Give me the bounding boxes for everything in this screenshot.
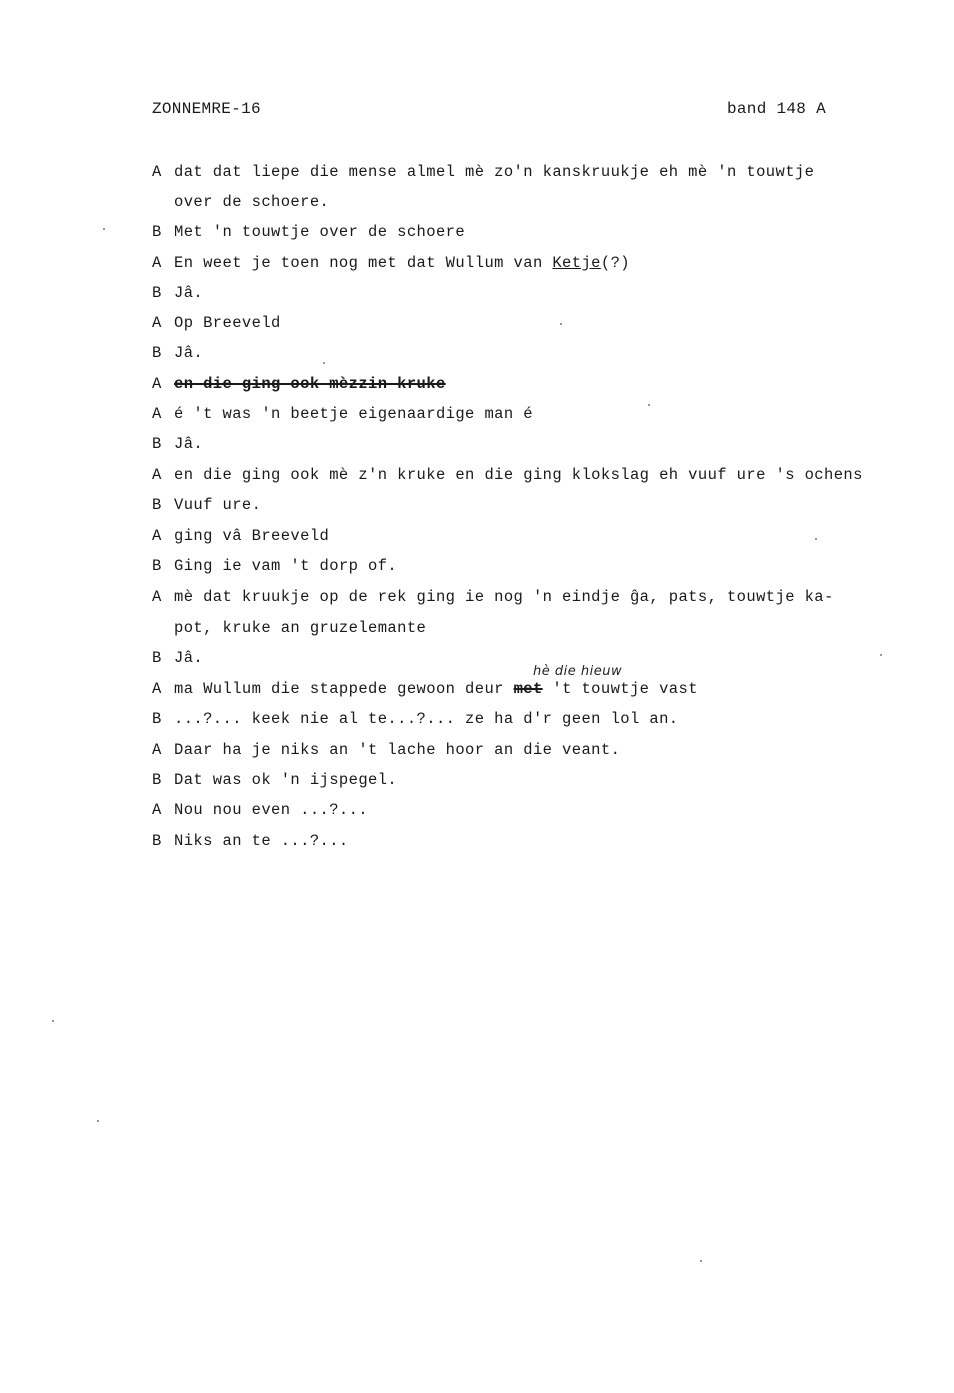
transcript-line — [152, 770, 397, 790]
page-header-left: ZONNEMRE-16 — [152, 100, 261, 118]
speaker-label: B — [152, 832, 162, 850]
utterance-text: mè dat kruukje op de rek ging ie nog 'n eindje ĝa, pats, touwtje ka- — [174, 588, 834, 606]
speaker-label: A — [152, 741, 162, 759]
transcript-line — [152, 313, 281, 333]
utterance-text: Dat was ok 'n ijspegel. — [174, 771, 398, 789]
utterance-text: dat dat liepe die mense almel mè zo'n kanskruukje eh mè 'n touwtje — [174, 163, 815, 181]
transcript-line — [152, 831, 349, 851]
speaker-label: B — [152, 771, 162, 789]
speaker-label: B — [152, 649, 162, 667]
utterance-text: ma Wullum die stappede gewoon deur — [174, 680, 514, 698]
speaker-label: A — [152, 588, 162, 606]
struck-out-text: en die ging ook mèzzin kruke — [174, 375, 446, 393]
utterance-text: Jâ. — [174, 435, 204, 453]
speaker-label: A — [152, 163, 162, 181]
utterance-text: ...?... keek nie al te...?... ze ha d'r geen lol an. — [174, 710, 679, 728]
scan-speck — [648, 404, 650, 406]
speaker-label: A — [152, 801, 162, 819]
transcript-line — [152, 800, 368, 820]
transcript-line — [152, 556, 397, 576]
scan-speck — [560, 323, 562, 325]
utterance-text: Jâ. — [174, 344, 204, 362]
transcript-line — [152, 526, 329, 546]
scan-speck — [815, 538, 817, 540]
transcript-line — [152, 222, 465, 242]
transcript-continuation: over de schoere. — [174, 193, 330, 211]
speaker-label: A — [152, 527, 162, 545]
transcript-line — [152, 709, 678, 729]
utterance-text: Daar ha je niks an 't lache hoor an die veant. — [174, 741, 621, 759]
speaker-label: B — [152, 284, 162, 302]
speaker-label: B — [152, 710, 162, 728]
transcript-continuation: pot, kruke an gruzelemante — [174, 619, 427, 637]
speaker-label: B — [152, 557, 162, 575]
utterance-text: Met 'n touwtje over de schoere — [174, 223, 466, 241]
transcript-line — [152, 587, 834, 607]
transcript-line — [152, 679, 698, 699]
utterance-text: Vuuf ure. — [174, 496, 262, 514]
utterance-text: (?) — [600, 254, 630, 272]
transcript-line — [152, 495, 261, 515]
transcript-line — [152, 648, 203, 668]
speaker-label: B — [152, 223, 162, 241]
speaker-label: A — [152, 314, 162, 332]
utterance-text: Niks an te ...?... — [174, 832, 349, 850]
scan-speck — [103, 228, 105, 230]
speaker-label: A — [152, 254, 162, 272]
scan-speck — [52, 1020, 54, 1022]
utterance-text: é 't was 'n beetje eigenaardige man é — [174, 405, 533, 423]
utterance-text: En weet je toen nog met dat Wullum van — [174, 254, 553, 272]
transcript-line — [152, 740, 620, 760]
utterance-text: en die ging ook mè z'n kruke en die ging klokslag eh vuuf ure 's ochens — [174, 466, 863, 484]
speaker-label: A — [152, 375, 162, 393]
speaker-label: B — [152, 496, 162, 514]
transcript-line — [152, 283, 203, 303]
speaker-label: B — [152, 435, 162, 453]
transcript-line — [152, 374, 446, 394]
utterance-text: Op Breeveld — [174, 314, 281, 332]
utterance-text: Nou nou even ...?... — [174, 801, 369, 819]
handwritten-correction: hè die hieuw — [533, 664, 623, 679]
struck-out-text: met — [513, 680, 543, 698]
speaker-label: B — [152, 344, 162, 362]
page-header-right: band 148 A — [727, 100, 827, 118]
utterance-text: Jâ. — [174, 284, 204, 302]
scan-speck — [97, 1120, 99, 1122]
underlined-name: Ketje — [552, 254, 601, 272]
speaker-label: A — [152, 405, 162, 423]
scan-speck — [880, 654, 882, 656]
speaker-label: A — [152, 466, 162, 484]
transcript-line — [152, 343, 203, 363]
utterance-text: ging vâ Breeveld — [174, 527, 330, 545]
transcript-line — [152, 465, 863, 485]
transcript-line — [152, 404, 533, 424]
utterance-text: 't touwtje vast — [542, 680, 698, 698]
utterance-text: Jâ. — [174, 649, 204, 667]
transcript-line — [152, 434, 203, 454]
scan-speck — [323, 362, 325, 364]
utterance-text: Ging ie vam 't dorp of. — [174, 557, 398, 575]
speaker-label: A — [152, 680, 162, 698]
transcript-line — [152, 253, 630, 273]
scan-speck — [700, 1260, 702, 1262]
transcript-line — [152, 162, 814, 182]
